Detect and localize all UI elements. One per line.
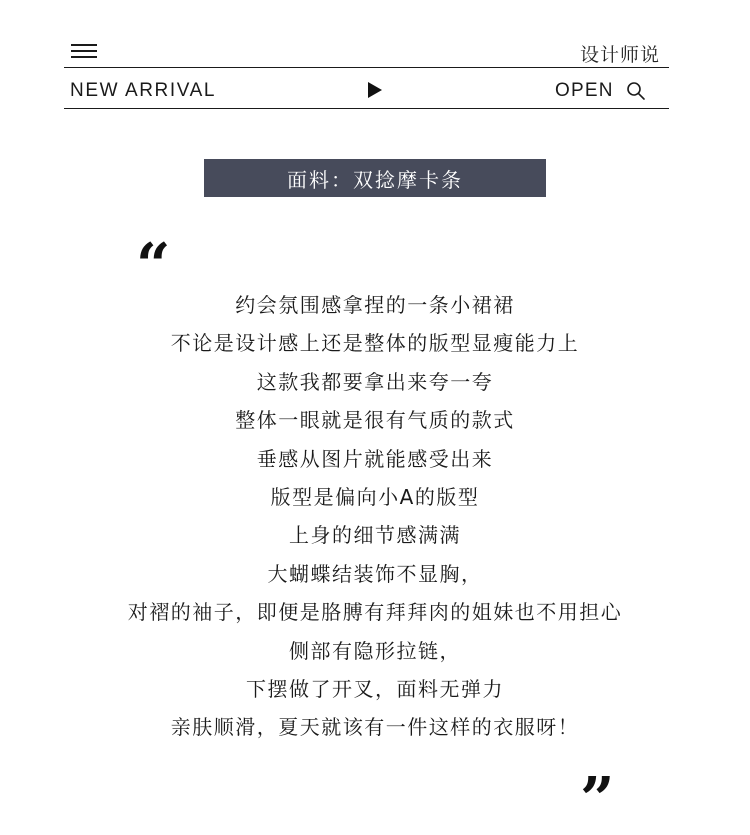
description-line: 约会氛围感拿捏的一条小裙裙 — [235, 293, 515, 317]
close-quote-mark: ” — [580, 765, 615, 835]
menu-bar — [71, 56, 97, 58]
fabric-banner: 面料：双捻摩卡条 — [204, 159, 546, 197]
description-line: 上身的细节感满满 — [289, 523, 461, 548]
description-line: 整体一眼就是很有气质的款式 — [235, 408, 515, 433]
description-line: 版型是偏向小A的版型 — [270, 484, 480, 509]
description-text-block — [0, 286, 750, 747]
description-line: 亲肤顺滑，夏天就该有一件这样的衣服呀！ — [170, 715, 580, 740]
menu-bar — [71, 50, 97, 52]
description-line: 这款我都要拿出来夸一夸 — [256, 369, 494, 394]
description-line: 大蝴蝶结装饰不显胸， — [267, 561, 483, 586]
new-arrival-label[interactable]: NEW ARRIVAL — [70, 80, 217, 101]
hamburger-menu-icon[interactable] — [71, 44, 97, 60]
header-bottom-divider — [64, 108, 669, 109]
open-button[interactable]: OPEN — [555, 80, 614, 101]
play-icon[interactable] — [368, 82, 382, 98]
description-line: 侧部有隐形拉链， — [289, 638, 461, 663]
description-line: 垂感从图片就能感受出来 — [256, 446, 494, 471]
description-line: 对褶的袖子，即便是胳膊有拜拜肉的姐妹也不用担心 — [127, 600, 623, 625]
search-icon[interactable] — [626, 81, 646, 101]
description-line: 下摆做了开叉，面料无弹力 — [246, 676, 504, 701]
description-line: 不论是设计感上还是整体的版型显瘦能力上 — [170, 331, 580, 356]
menu-bar — [71, 44, 97, 46]
open-quote-mark: “ — [136, 231, 171, 301]
header-top-divider — [64, 67, 669, 68]
designer-says-title: 设计师说 — [579, 44, 660, 66]
